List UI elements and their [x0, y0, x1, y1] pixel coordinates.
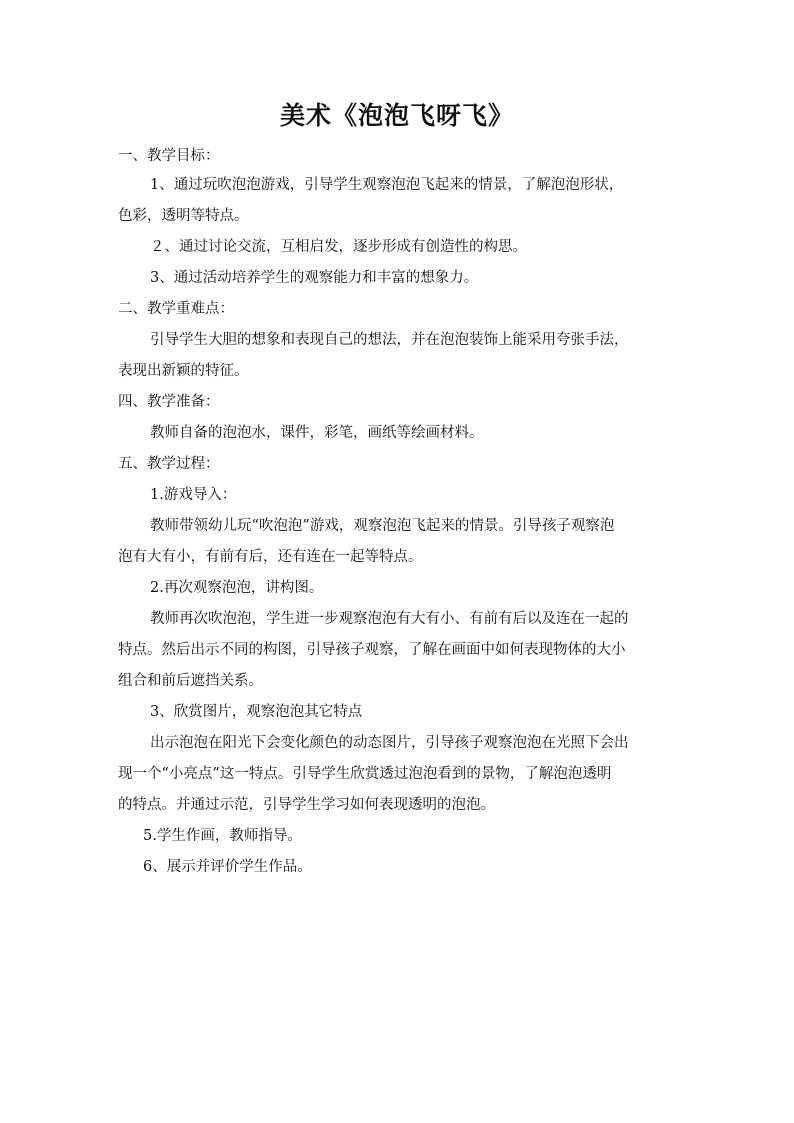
preparation-text: 教师自备的泡泡水，课件，彩笔，画纸等绘画材料。 [150, 425, 484, 441]
step-6: 6、展示并评价学生作品。 [143, 859, 312, 875]
step-5: 5.学生作画，教师指导。 [143, 828, 302, 844]
step-2-text-line-2: 特点。然后出示不同的构图，引导孩子观察，了解在画面中如何表现物体的大小 [118, 642, 626, 658]
step-3-text-line-1: 出示泡泡在阳光下会变化颜色的动态图片，引导孩子观察泡泡在光照下会出 [150, 735, 629, 751]
step-2-text-line-1: 教师再次吹泡泡，学生进一步观察泡泡有大有小、有前有后以及连在一起的 [150, 611, 629, 627]
key-points-line-2: 表现出新颖的特征。 [118, 363, 249, 379]
step-1-text-line-1: 教师带领幼儿玩“吹泡泡”游戏，观察泡泡飞起来的情景。引导孩子观察泡 [150, 518, 615, 534]
heading-key-points: 二、教学重难点： [118, 301, 234, 317]
goal-1-line-1: 1、通过玩吹泡泡游戏，引导学生观察泡泡飞起来的情景，了解泡泡形状， [150, 177, 624, 193]
goal-3: 3、通过活动培养学生的观察能力和丰富的想象力。 [150, 270, 479, 286]
heading-preparation: 四、教学准备： [118, 394, 220, 410]
step-3-text-line-2: 现一个“小亮点”这一特点。引导学生欣赏透过泡泡看到的景物，了解泡泡透明 [118, 766, 612, 782]
key-points-line-1: 引导学生大胆的想象和表现自己的想法，并在泡泡装饰上能采用夸张手法， [150, 332, 629, 348]
step-1-text-line-2: 泡有大有小，有前有后，还有连在一起等特点。 [118, 549, 423, 565]
goal-2: ２、通过讨论交流，互相启发，逐步形成有创造性的构思。 [150, 239, 527, 255]
step-1-heading: 1.游戏导入： [150, 487, 237, 503]
document-title: 美术《泡泡飞呀飞》 [279, 101, 514, 130]
step-2-text-line-3: 组合和前后遮挡关系。 [118, 673, 263, 689]
heading-process: 五、教学过程： [118, 456, 220, 472]
step-3-text-line-3: 的特点。并通过示范，引导学生学习如何表现透明的泡泡。 [118, 797, 495, 813]
step-2-heading: 2.再次观察泡泡，讲构图。 [150, 580, 324, 596]
goal-1-line-2: 色彩，透明等特点。 [118, 208, 249, 224]
heading-teaching-goals: 一、教学目标： [118, 148, 220, 164]
step-3-heading: 3、欣赏图片，观察泡泡其它特点 [150, 704, 363, 720]
